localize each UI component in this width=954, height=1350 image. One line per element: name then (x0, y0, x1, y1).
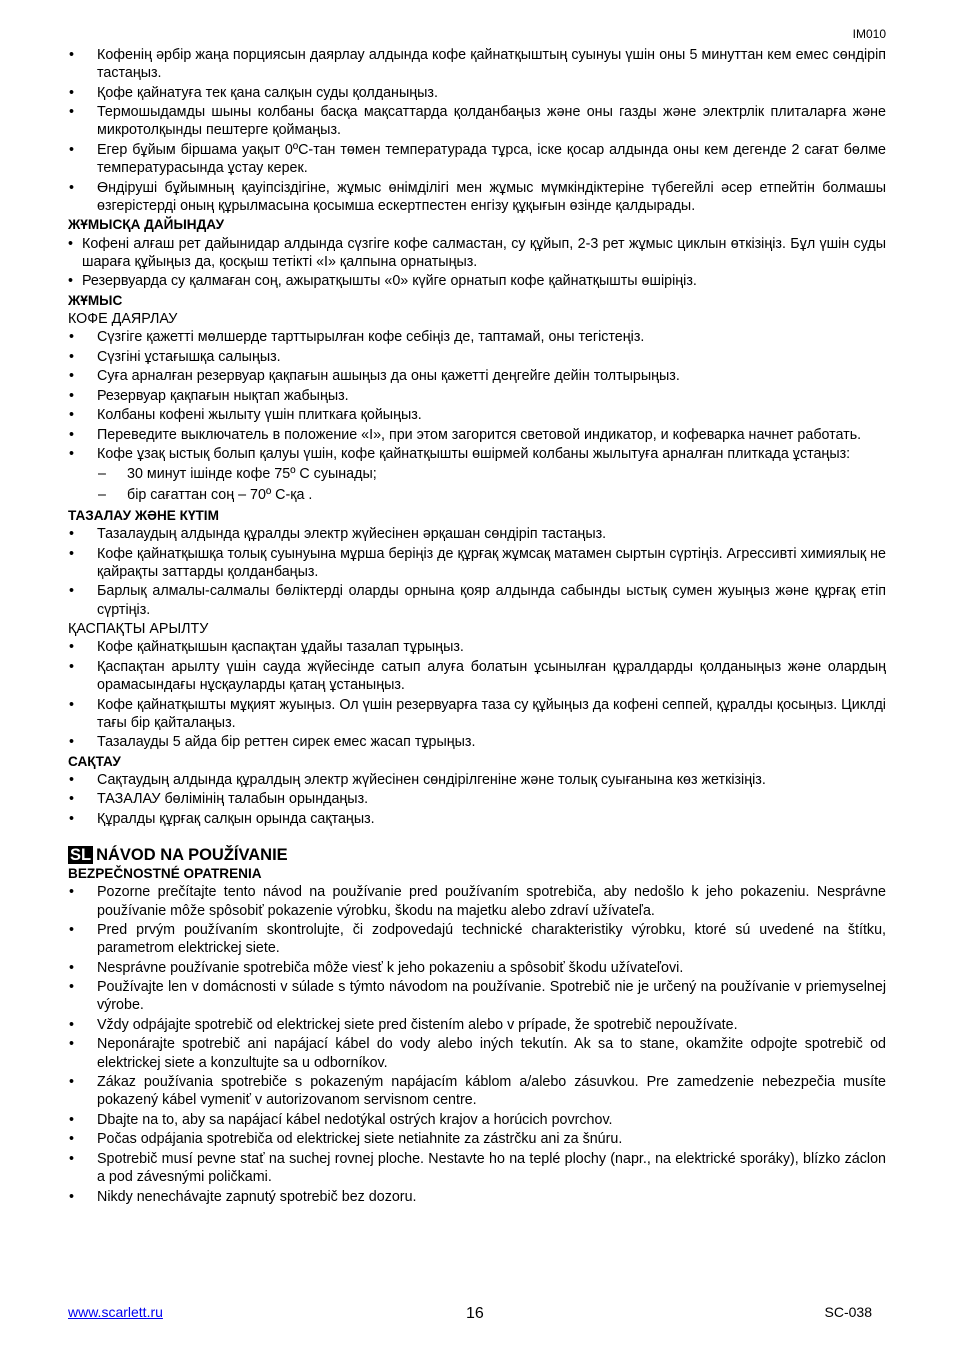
list-item: • Өндіруші бұйымның қауіпсіздігіне, жұмыс өнімділігі мен жұмыс мүмкіндіктеріне түбегейлі әсер етпейтін болмашы өзгерістерді оның құрылмасына қосымша ескертпестен енгізу құқығын өзінде қалдырады. (68, 179, 886, 215)
list-item: • Кофенің әрбір жаңа порциясын даярлау алдында кофе қайнатқыштың суынуы үшін оны 5 минуттан кем емес сөндіріп тастаңыз. (68, 46, 886, 82)
list-item: • Қофе қайнатуға тек қана салқын суды қолданыңыз. (68, 84, 886, 102)
list-item: • Кофе қайнатқышқа толық суынуына мұрша беріңіз де құрғақ жұмсақ матамен сыртын сүртіңіз. Агрессивті химиялық не қайрақты заттарды қолданбаңыз. (68, 545, 886, 581)
list-item: • Қаспақтан арылту үшін сауда жүйесінде сатып алуға болатын ұсынылған құралдарды қолданыңыз және олардың орамасындағы нұсқауларды қатаң ұстаныңыз. (68, 658, 886, 694)
list-item: • Сүзгіні ұстағышқа салыңыз. (68, 348, 886, 366)
list-item: • Резервуарда су қалмаған соң, ажыратқышты «0» күйге орнатып кофе қайнатқышты өшіріңіз. (68, 272, 886, 290)
list-item: • Zákaz používania spotrebiče s pokazeným napájacím káblom a/alebo zásuvkou. Pre zamedzenie nebezpečia musíte pokazený kábel vymeniť v autorizovanom servisnom centre. (68, 1073, 886, 1109)
list-item: • Тазалаудың алдында құралды электр жүйесінен әрқашан сөндіріп тастаңыз. (68, 525, 886, 543)
list-item: • Používajte len v domácnosti v súlade s týmto návodom na používanie. Spotrebič nie je určený na používanie v priemyselnej výrobe. (68, 978, 886, 1014)
list-item: • Барлық алмалы-салмалы бөліктерді оларды орнына қояр алдында сабынды ыстық сумен жуыңыз және құрғақ етіп сүртіңіз. (68, 582, 886, 618)
list-item: • Pozorne prečítajte tento návod na používanie pred používaním spotrebiča, aby nedošlo k jeho pokazeniu. Nesprávne používanie môže spôsobiť pokazenie výrobku, škodu na majetku alebo zdraví užívateľa. (68, 883, 886, 919)
list-item: • Кофе ұзақ ыстық болып қалуы үшін, кофе қайнатқышты өшірмей колбаны жылытуға арналған плиткада ұстаңыз: (68, 445, 886, 463)
section-subtitle-coffee: КОФЕ ДАЯРЛАУ (68, 310, 178, 327)
list-item: • Егер бұйым біршама уақыт 0ºC-тан төмен температурада тұрса, іске қосар алдында оны кем дегенде 2 сағат бөлме температурасында ұстау керек. (68, 141, 886, 177)
header-model: IM010 (852, 27, 886, 41)
list-item: • Термошыдамды шыны колбаны басқа мақсаттарда қолданбаңыз және оны газды және электрлік плиталарға және микротолқынды пештерге қоймаңыз. (68, 103, 886, 139)
list-item: • Тазалауды 5 айда бір реттен сирек емес жасап тұрыңыз. (68, 733, 886, 751)
list-item: • Počas odpájania spotrebiča od elektrickej siete netiahnite za zástrčku ani za šnúru. (68, 1130, 886, 1148)
list-item: • Neponárajte spotrebič ani napájací kábel do vody alebo iných tekutín. Ak sa to stane, okamžite odpojte spotrebič od elektrickej siete a konzultujte sa u odborníkov. (68, 1035, 886, 1071)
sl-subtitle: BEZPEČNOSTNÉ OPATRENIA (68, 866, 262, 882)
list-item: • ТАЗАЛАУ бөлімінің талабын орындаңыз. (68, 790, 886, 808)
list-item: • Сүзгіге қажетті мөлшерде тарттырылған кофе себіңіз де, таптамай, оны тегістеңіз. (68, 328, 886, 346)
dash-item: – 30 минут ішінде кофе 75º С суынады; (68, 465, 886, 483)
section-title-storage: САҚТАУ (68, 753, 121, 769)
page-footer (68, 1302, 886, 1326)
cleaning-list (68, 525, 886, 619)
page-content (68, 46, 886, 1207)
sl-title: NÁVOD NA POUŽÍVANIE (96, 846, 288, 865)
list-item: • Vždy odpájajte spotrebič od elektrickej siete pred čistením alebo v prípade, že spotrebič nepoužívate. (68, 1016, 886, 1034)
language-tag: SL (70, 846, 92, 865)
list-item: • Сақтаудың алдында құралдың электр жүйесінен сөндірілгеніне және толық суығанына көз жеткізіңіз. (68, 771, 886, 789)
list-item: • Кофе қайнатқышын қаспақтан ұдайы тазалап тұрыңыз. (68, 638, 886, 656)
list-item: • Кофені алғаш рет дайынидар алдында сүзгіге кофе салмастан, су құйып, 2-3 рет жұмыс циклын өткізіңіз. Бұл үшін суды шараға құйыңыз да, қосқыш тетікті «I» қалпына орнатыңыз. (68, 235, 886, 271)
list-item: • Nesprávne používanie spotrebiča môže viesť k jeho pokazeniu a spôsobiť škodu užívateľovi. (68, 959, 886, 977)
list-item: • Кофе қайнатқышты мұқият жуыңыз. Ол үшін резервуарға таза су құйыңыз да кофені сеппей, құралды қосыңыз. Циклді тағы бір қайталаңыз. (68, 696, 886, 732)
list-item: • Суға арналған резервуар қақпағын ашыңыз да оны қажетті деңгейге дейін толтырыңыз. (68, 367, 886, 385)
list-item: • Колбаны кофені жылыту үшін плиткаға қойыңыз. (68, 406, 886, 424)
sl-language-title (68, 845, 886, 865)
storage-list (68, 771, 886, 828)
work-list (68, 328, 886, 463)
section-subtitle-descaling: ҚАСПАҚТЫ АРЫЛТУ (68, 621, 209, 638)
section-title-prep: ЖҰМЫСҚА ДАЙЫНДАУ (68, 217, 225, 233)
list-item: • Pred prvým používaním skontrolujte, či zodpovedajú technické charakteristiky výrobku, ktoré sú uvedené na štítku, parametrom elektrickej siete. (68, 921, 886, 957)
list-item: • Spotrebič musí pevne stať na suchej rovnej ploche. Nestavte ho na teplé plochy (napr., na elektrické sporáky), blízko záclon a pod závesnými poličkami. (68, 1150, 886, 1186)
section-title-work: ЖҰМЫС (68, 292, 123, 308)
section-title-cleaning: ТАЗАЛАУ ЖӘНЕ КҮТІМ (68, 508, 219, 524)
kz-intro-list (68, 46, 886, 215)
footer-model: SC-038 (824, 1304, 872, 1320)
work-dash-list (68, 465, 886, 504)
list-item: • Dbajte na to, aby sa napájací kábel nedotýkal ostrých krajov a horúcich povrchov. (68, 1111, 886, 1129)
sl-list (68, 883, 886, 1205)
list-item: • Құралды құрғақ салқын орында сақтаңыз. (68, 810, 886, 828)
list-item: • Nikdy nenechávajte zapnutý spotrebič bez dozoru. (68, 1188, 886, 1206)
descaling-list (68, 638, 886, 751)
dash-item: – бір сағаттан соң – 70º С-қа . (68, 486, 886, 504)
prep-list (68, 235, 886, 291)
list-item: • Резервуар қақпағын нықтап жабыңыз. (68, 387, 886, 405)
page-number: 16 (466, 1305, 484, 1322)
footer-website-link[interactable]: www.scarlett.ru (68, 1304, 163, 1320)
list-item: • Переведите выключатель в положение «I», при этом загорится световой индикатор, и кофеварка начнет работать. (68, 426, 886, 444)
